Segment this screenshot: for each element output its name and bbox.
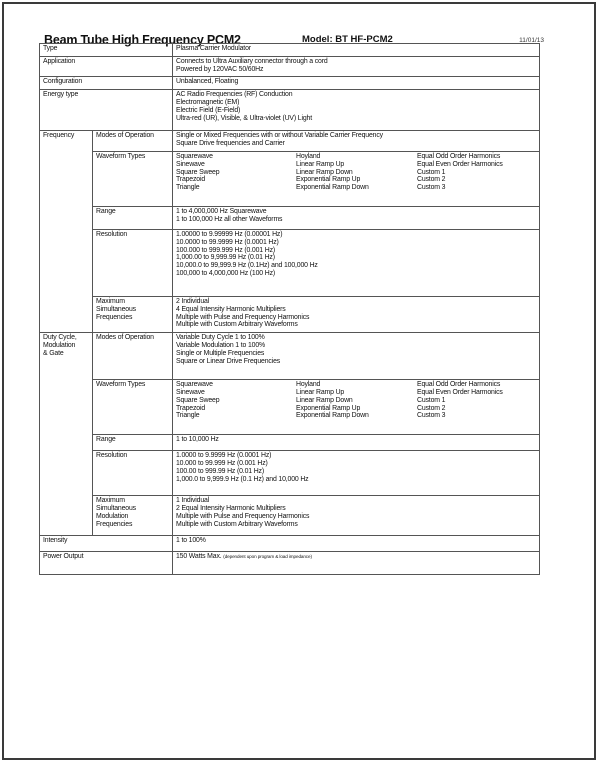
duty-group-label: Duty Cycle, Modulation & Gate <box>40 333 93 536</box>
spec-sublabel: Range <box>93 206 173 229</box>
spec-label: Power Output <box>40 552 173 575</box>
document-date: 11/01/13 <box>519 37 544 44</box>
spec-row-energy-type <box>40 90 540 131</box>
duty-resolution-row <box>40 451 540 496</box>
spec-row-application <box>40 56 540 77</box>
duty-maximum-row <box>40 496 540 536</box>
power-note: (dependent upon program & load impedance) <box>223 554 312 560</box>
spec-sublabel: Range <box>93 435 173 451</box>
spec-sublabel: Maximum Simultaneous Modulation Frequencies <box>93 496 173 536</box>
frequency-range-row <box>40 206 540 229</box>
spec-label: Intensity <box>40 536 173 552</box>
waveform-list <box>173 380 540 435</box>
waveform-column: Squarewave Sinewave Square Sweep Trapezoid Triangle <box>176 152 220 192</box>
spec-sublabel: Modes of Operation <box>93 131 173 152</box>
spec-value: Plasma Carrier Modulator <box>173 44 540 57</box>
spec-label: Energy type <box>40 90 173 131</box>
spec-value: 1 to 4,000,000 Hz Squarewave 1 to 100,000 Hz all other Waveforms <box>173 206 540 229</box>
spec-row-type <box>40 44 540 57</box>
waveform-list <box>173 151 540 206</box>
frequency-modes-row <box>40 131 540 152</box>
duty-waveforms-row <box>40 380 540 435</box>
spec-sublabel: Resolution <box>93 451 173 496</box>
duty-modes-row <box>40 333 540 380</box>
spec-row-configuration <box>40 77 540 90</box>
duty-range-row <box>40 435 540 451</box>
model-number: Model: BT HF-PCM2 <box>302 34 393 45</box>
frequency-group-label: Frequency <box>40 131 93 333</box>
spec-value: 1.0000 to 9.9999 Hz (0.0001 Hz) 10.000 to 99.999 Hz (0.001 Hz) 100.00 to 999.99 Hz (0.01 Hz) 1,000.0 to 9,999.9 Hz (0.1 Hz) and 10,000 Hz <box>173 451 540 496</box>
spec-value: 1.00000 to 9.99999 Hz (0.00001 Hz) 10.0000 to 99.9999 Hz (0.0001 Hz) 100.000 to 999.999 Hz (0.001 Hz) 1,000.00 to 9,999.99 Hz (0.01 Hz) 10,000.0 to 99,999.9 Hz (0.1Hz) and 100,000 Hz 100,000 to 4,000,000 Hz (100 Hz) <box>173 229 540 296</box>
spec-row-power-output <box>40 552 540 575</box>
waveform-column: Equal Odd Order Harmonics Equal Even Order Harmonics Custom 1 Custom 2 Custom 3 <box>417 381 503 420</box>
spec-value: Connects to Ultra Auxiliary connector through a cord Powered by 120VAC 50/60Hz <box>173 56 540 77</box>
spec-value <box>173 552 540 575</box>
spec-label: Configuration <box>40 77 173 90</box>
frequency-waveforms-row <box>40 151 540 206</box>
waveform-column: Equal Odd Order Harmonics Equal Even Order Harmonics Custom 1 Custom 2 Custom 3 <box>417 152 503 192</box>
spec-value: Single or Mixed Frequencies with or without Variable Carrier Frequency Square Drive frequencies and Carrier <box>173 131 540 152</box>
spec-sublabel: Waveform Types <box>93 151 173 206</box>
spec-value: 1 Individual 2 Equal Intensity Harmonic Multipliers Multiple with Pulse and Frequency Harmonics Multiple with Custom Arbitrary Waveforms <box>173 496 540 536</box>
waveform-column: Hoyland Linear Ramp Up Linear Ramp Down Exponential Ramp Up Exponential Ramp Down <box>296 381 369 420</box>
spec-label: Application <box>40 56 173 77</box>
frequency-resolution-row <box>40 229 540 296</box>
spec-value: 1 to 10,000 Hz <box>173 435 540 451</box>
spec-label: Type <box>40 44 173 57</box>
waveform-column: Squarewave Sinewave Square Sweep Trapezoid Triangle <box>176 381 220 420</box>
spec-sublabel: Waveform Types <box>93 380 173 435</box>
spec-value: Variable Duty Cycle 1 to 100% Variable Modulation 1 to 100% Single or Multiple Frequencies Square or Linear Drive Frequencies <box>173 333 540 380</box>
spec-row-intensity <box>40 536 540 552</box>
document-title: Beam Tube High Frequency PCM2 <box>44 33 241 47</box>
spec-value: Unbalanced, Floating <box>173 77 540 90</box>
frequency-maximum-row <box>40 296 540 332</box>
waveform-column: Hoyland Linear Ramp Up Linear Ramp Down Exponential Ramp Up Exponential Ramp Down <box>296 152 369 192</box>
spec-sublabel: Maximum Simultaneous Frequencies <box>93 296 173 332</box>
spec-value: 1 to 100% <box>173 536 540 552</box>
spec-value: 2 Individual 4 Equal Intensity Harmonic Multipliers Multiple with Pulse and Frequency Harmonics Multiple with Custom Arbitrary Waveforms <box>173 296 540 332</box>
power-value: 150 Watts Max. <box>176 553 222 561</box>
spec-sublabel: Resolution <box>93 229 173 296</box>
spec-sublabel: Modes of Operation <box>93 333 173 380</box>
spec-value: AC Radio Frequencies (RF) Conduction Electromagnetic (EM) Electric Field (E-Field) Ultra-red (UR), Visible, & Ultra-violet (UV) Light <box>173 90 540 131</box>
spec-table <box>39 43 540 575</box>
